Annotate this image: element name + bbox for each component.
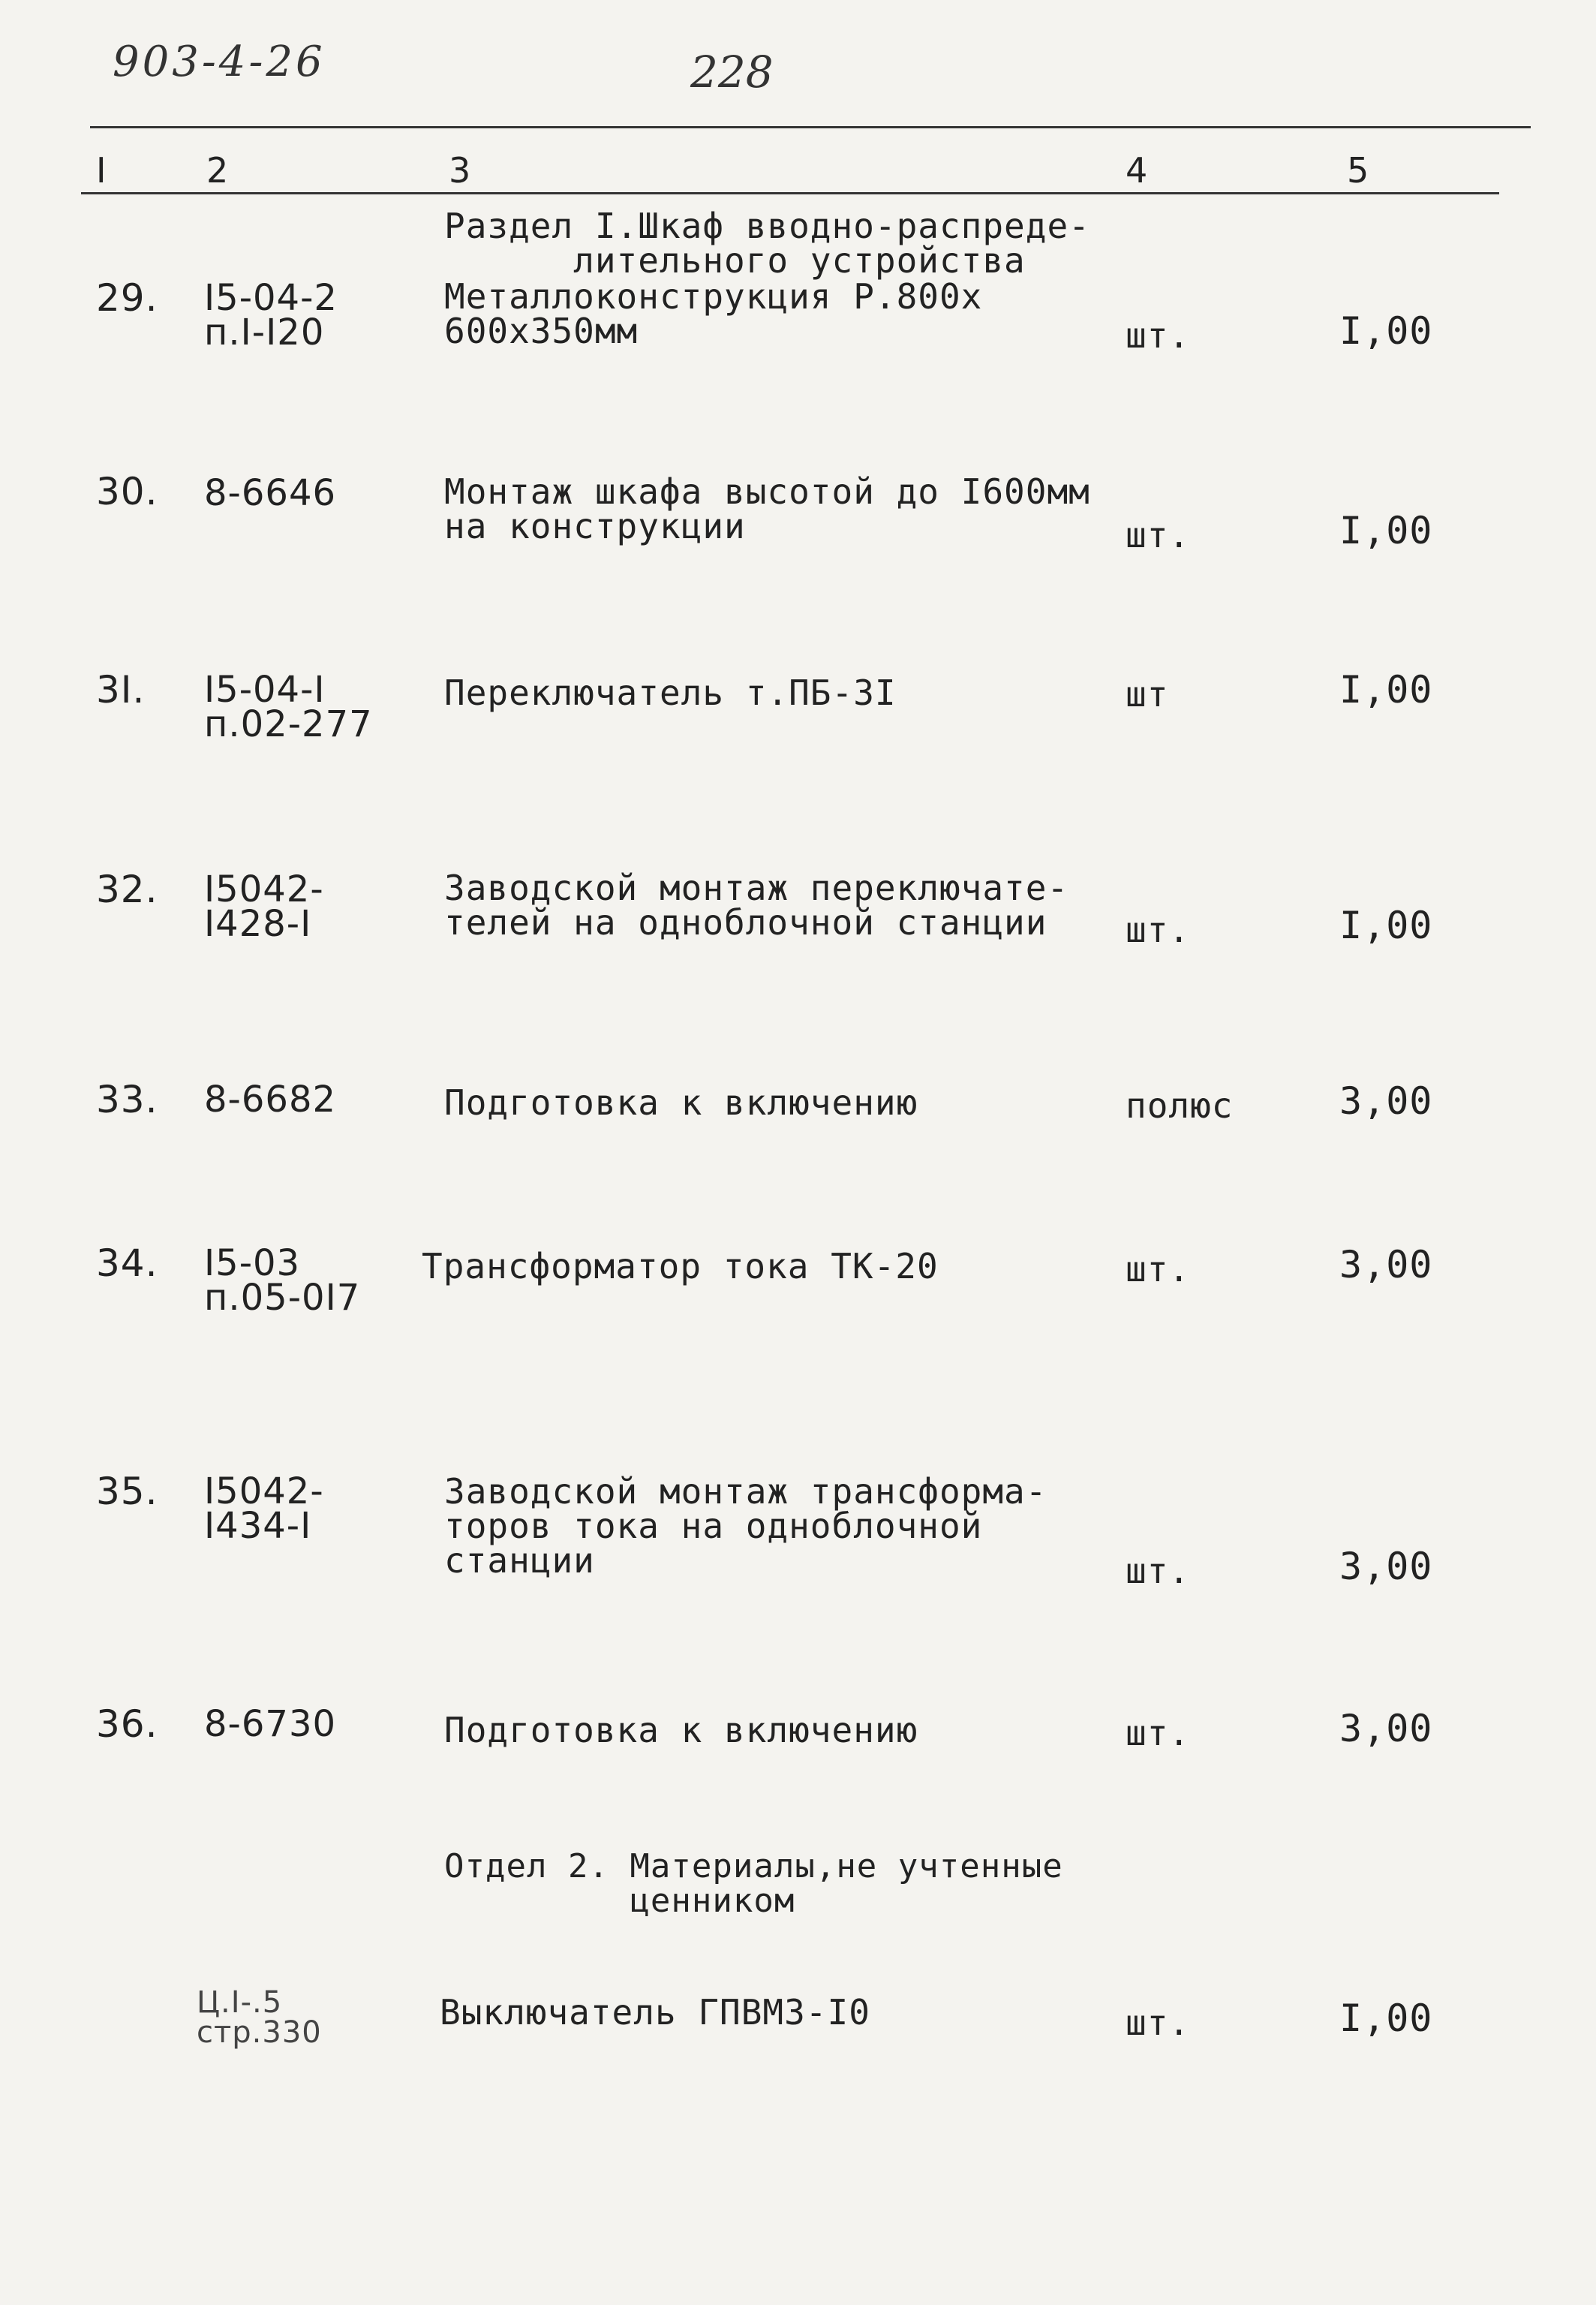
row-30-unit: шт. (1126, 515, 1191, 555)
material-unit: шт. (1126, 2003, 1191, 2043)
row-36-description: Подготовка к включению (444, 1710, 918, 1750)
column-header-5: 5 (1347, 150, 1370, 191)
row-35-code: I5042- I434-I (204, 1470, 324, 1547)
row-34-description: Трансформатор тока ТК-20 (422, 1246, 939, 1286)
row-34-unit: шт. (1126, 1249, 1191, 1289)
material-price-reference: Ц.I-.5 стр.330 (197, 1985, 322, 2050)
row-29-unit: шт. (1126, 315, 1191, 356)
row-32-code: I5042- I428-I (204, 868, 324, 945)
row-29-quantity: I,00 (1339, 309, 1433, 353)
row-35-quantity: 3,00 (1339, 1545, 1433, 1588)
row-31-description: Переключатель т.ПБ-3I (444, 673, 897, 713)
page-number: 228 (690, 47, 774, 98)
row-32-unit: шт. (1126, 910, 1191, 950)
row-32-description: Заводской монтаж переключате- телей на одноблочной станции (444, 868, 1069, 943)
row-35-unit: шт. (1126, 1551, 1191, 1591)
row-33-unit: полюс (1126, 1085, 1234, 1126)
row-32-quantity: I,00 (1339, 904, 1433, 947)
row-29-number: 29. (96, 276, 158, 320)
material-quantity: I,00 (1339, 1997, 1433, 2040)
row-29-description: Металлоконструкция Р.800х 600х350мм (444, 276, 983, 351)
header-top-rule (90, 126, 1531, 128)
row-31-unit: шт (1126, 674, 1169, 715)
row-36-unit: шт. (1126, 1713, 1191, 1753)
row-36-number: 36. (96, 1702, 158, 1746)
row-29-code: I5-04-2 п.I-I20 (204, 277, 338, 354)
section-1-title: Раздел I.Шкаф вводно-распреде- лительного устройства (444, 206, 1090, 281)
row-31-quantity: I,00 (1339, 668, 1433, 712)
row-31-code: I5-04-I п.02-277 (204, 669, 373, 745)
row-33-quantity: 3,00 (1339, 1079, 1433, 1123)
row-33-description: Подготовка к включению (444, 1082, 918, 1123)
column-header-4: 4 (1126, 150, 1149, 191)
row-30-number: 30. (96, 470, 158, 513)
row-34-number: 34. (96, 1241, 158, 1285)
row-34-quantity: 3,00 (1339, 1243, 1433, 1286)
row-31-number: 3I. (96, 668, 146, 712)
row-30-code: 8-6646 (204, 472, 337, 514)
material-description: Выключатель ГПВМЗ-I0 (440, 1992, 870, 2033)
row-36-code: 8-6730 (204, 1703, 337, 1745)
header-bottom-rule (81, 192, 1499, 194)
row-30-quantity: I,00 (1339, 509, 1433, 552)
row-34-code: I5-03 п.05-0I7 (204, 1242, 361, 1319)
row-36-quantity: 3,00 (1339, 1707, 1433, 1750)
row-35-number: 35. (96, 1470, 158, 1513)
column-header-2: 2 (206, 150, 230, 191)
row-32-number: 32. (96, 868, 158, 911)
row-30-description: Монтаж шкафа высотой до I600мм на конструкции (444, 471, 1090, 546)
column-header-3: 3 (449, 150, 472, 191)
row-33-code: 8-6682 (204, 1079, 337, 1121)
row-35-description: Заводской монтаж трансформа- торов тока на одноблочной станции (444, 1471, 1047, 1581)
section-2-title: Отдел 2. Материалы,не учтенные ценником (444, 1847, 1063, 1920)
column-header-1: I (96, 150, 107, 191)
row-33-number: 33. (96, 1078, 158, 1121)
document-code: 903-4-26 (113, 38, 326, 86)
